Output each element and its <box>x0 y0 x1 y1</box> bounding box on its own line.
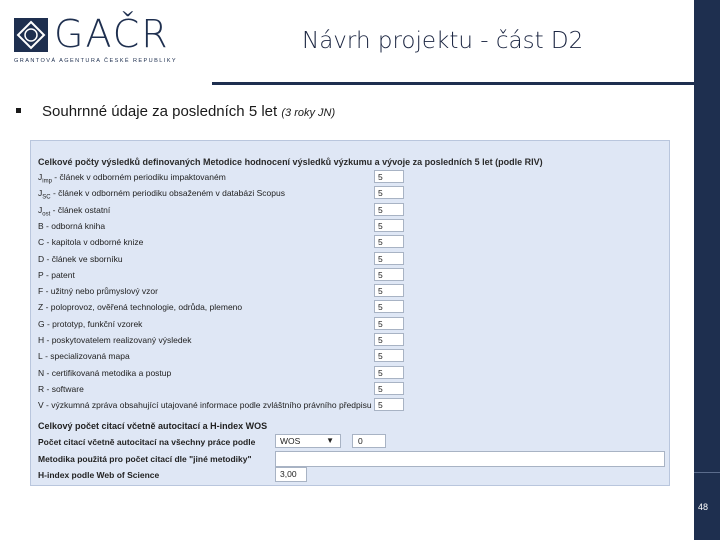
result-row <box>38 219 408 233</box>
result-code: D <box>38 253 45 264</box>
result-description: - patent <box>43 269 75 280</box>
result-row <box>38 382 408 396</box>
result-description: - článek v odborném periodiku impaktovaném <box>51 172 226 182</box>
result-description: - kapitola v odborné knize <box>44 237 144 248</box>
bullet-square-icon <box>16 108 21 113</box>
result-code: F <box>38 286 44 297</box>
result-row-label <box>38 319 142 332</box>
result-description: - certifikovaná metodika a postup <box>44 367 172 378</box>
result-count-input[interactable]: 5 <box>374 398 404 411</box>
result-row-label <box>38 270 75 283</box>
citations-section-heading: Celkový počet citací včetně autocitací a H-index WOS <box>38 421 268 431</box>
form-panel <box>30 140 670 486</box>
result-code: C <box>38 237 45 248</box>
result-count-input[interactable]: 5 <box>374 366 404 379</box>
other-method-row <box>38 451 668 467</box>
result-code-subscript: imp <box>42 178 52 185</box>
result-description: - článek ostatní <box>50 204 111 215</box>
result-count-input[interactable]: 5 <box>374 219 404 232</box>
result-code: V <box>38 400 44 411</box>
result-row <box>38 235 408 249</box>
result-code: B <box>38 220 44 231</box>
result-row-label <box>38 221 105 234</box>
result-count-input[interactable]: 5 <box>374 317 404 330</box>
result-count-input[interactable]: 5 <box>374 186 404 199</box>
result-row-label <box>38 400 372 413</box>
result-row-label <box>38 286 158 299</box>
bullet-note: (3 roky JN) <box>281 107 336 119</box>
citations-row <box>38 434 668 450</box>
result-count-input[interactable]: 5 <box>374 170 404 183</box>
result-row <box>38 300 408 314</box>
result-description: - článek v odborném periodiku obsaženém v databázi Scopus <box>50 188 285 199</box>
result-row-label <box>38 335 192 348</box>
result-code: J <box>38 172 43 182</box>
result-code: P <box>38 269 44 280</box>
form-heading: Celkové počty výsledků definovaných Metodice hodnocení výsledků výzkumu a vývoje za posledních 5 let (podle RIV) <box>38 157 543 167</box>
result-code-subscript: SC <box>42 194 51 201</box>
hindex-row <box>38 467 668 483</box>
result-count-input[interactable]: 5 <box>374 203 404 216</box>
result-code-subscript: ost <box>42 211 51 218</box>
result-row <box>38 284 408 298</box>
page-number: 48 <box>698 502 709 512</box>
result-row <box>38 186 408 200</box>
result-description: - užitný nebo průmyslový vzor <box>43 286 158 297</box>
result-code: R <box>38 383 45 394</box>
result-row <box>38 349 408 363</box>
hindex-input[interactable]: 3,00 <box>275 467 307 482</box>
side-bar-divider <box>694 472 720 473</box>
result-description: - poskytovatelem realizovaný výsledek <box>44 335 192 345</box>
other-method-input[interactable] <box>275 451 665 467</box>
result-row <box>38 252 408 266</box>
title-rule <box>212 82 694 85</box>
citations-count-input[interactable]: 0 <box>352 434 386 448</box>
result-count-input[interactable]: 5 <box>374 300 404 313</box>
result-description: - poloprovoz, ověřená technologie, odrůda, plemeno <box>43 302 243 313</box>
result-row <box>38 333 408 347</box>
result-count-input[interactable]: 5 <box>374 382 404 395</box>
citations-source-value: WOS <box>280 436 301 446</box>
gacr-logo <box>14 14 184 70</box>
citations-source-select[interactable] <box>275 434 341 448</box>
result-row-label <box>38 237 143 250</box>
result-count-input[interactable]: 5 <box>374 333 404 346</box>
result-row <box>38 317 408 331</box>
result-row-label <box>38 205 110 218</box>
citations-label: Počet citací včetně autocitací na všechny práce podle <box>38 437 256 447</box>
result-description: - software <box>44 383 84 394</box>
slide-title: Návrh projektu - část D2 <box>302 28 584 54</box>
result-code: Z <box>38 302 44 313</box>
result-description: - odborná kniha <box>43 220 106 231</box>
result-code: J <box>38 188 43 199</box>
result-row-label <box>38 302 242 315</box>
result-row-label <box>38 351 130 364</box>
result-code: H <box>38 335 45 345</box>
logo-name: GAČR <box>54 12 170 56</box>
result-row-label <box>38 172 226 185</box>
result-row-label <box>38 188 285 201</box>
result-description: - článek ve sborníku <box>44 253 123 264</box>
right-side-bar <box>694 0 720 540</box>
logo-subtitle: GRANTOVÁ AGENTURA ČESKÉ REPUBLIKY <box>14 58 177 64</box>
hindex-label: H-index podle Web of Science <box>38 470 160 480</box>
result-description: - prototyp, funkční vzorek <box>44 318 143 329</box>
result-row <box>38 366 408 380</box>
chevron-down-icon: ▼ <box>326 436 334 445</box>
result-row <box>38 268 408 282</box>
result-count-input[interactable]: 5 <box>374 235 404 248</box>
result-row-label <box>38 254 123 267</box>
result-row <box>38 398 408 412</box>
result-code: N <box>38 367 45 378</box>
result-row <box>38 170 408 184</box>
result-count-input[interactable]: 5 <box>374 268 404 281</box>
result-count-input[interactable]: 5 <box>374 284 404 297</box>
result-row-label <box>38 384 84 397</box>
result-description: - specializovaná mapa <box>42 351 130 362</box>
result-count-input[interactable]: 5 <box>374 252 404 265</box>
other-method-label: Metodika použitá pro počet citací dle "jiné metodiky" <box>38 454 252 464</box>
result-code: J <box>38 204 43 215</box>
result-code: G <box>38 318 45 329</box>
result-count-input[interactable]: 5 <box>374 349 404 362</box>
result-description: - výzkumná zpráva obsahující utajované informace podle zvláštního právního předpisu <box>43 400 372 411</box>
result-row <box>38 203 408 217</box>
bullet-item <box>16 103 335 120</box>
bullet-text: Souhrnné údaje za posledních 5 let <box>42 103 278 120</box>
gacr-emblem-icon <box>14 18 48 52</box>
result-code: L <box>38 351 43 362</box>
result-row-label <box>38 368 171 381</box>
